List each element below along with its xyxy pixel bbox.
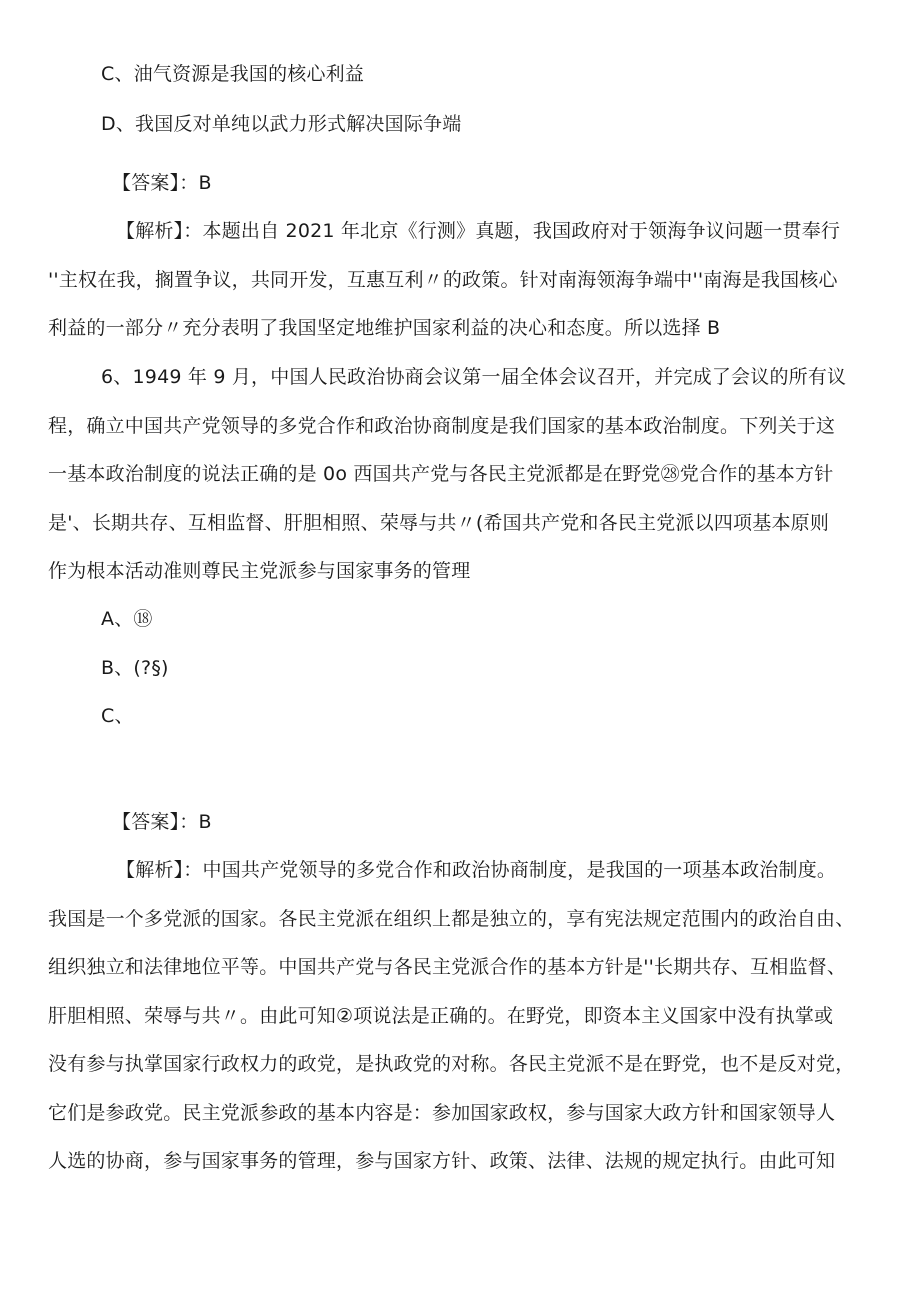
q5-answer: 【答案】：B — [112, 172, 212, 194]
q6-stem-line-2: 程，确立中国共产党领导的多党合作和政治协商制度是我们国家的基本政治制度。下列关于这 — [48, 415, 836, 437]
q6-analysis-line-6: 它们是参政党。民主党派参政的基本内容是：参加国家政权，参与国家大政方针和国家领导人 — [48, 1102, 836, 1124]
q6-option-a: A、⑱ — [101, 608, 153, 630]
q6-option-c: C、 — [101, 705, 134, 727]
q6-analysis-line-3: 组织独立和法律地位平等。中国共产党与各民主党派合作的基本方针是''长期共存、互相监督、 — [48, 956, 847, 978]
q6-stem-line-3: 一基本政治制度的说法正确的是 0o 西国共产党与各民主党派都是在野党㉘党合作的基本方针 — [48, 463, 834, 485]
q6-option-b: B、(?§) — [101, 657, 169, 679]
q6-answer: 【答案】：B — [112, 811, 212, 833]
q5-analysis-line-1: 【解析】：本题出自 2021 年北京《行测》真题，我国政府对于领海争议问题一贯奉行 — [116, 220, 841, 242]
q5-option-c: C、油气资源是我国的核心利益 — [101, 63, 365, 85]
q6-analysis-line-1: 【解析】：中国共产党领导的多党合作和政治协商制度，是我国的一项基本政治制度。 — [116, 859, 837, 881]
q5-analysis-line-2: ''主权在我，搁置争议，共同开发，互惠互利〃的政策。针对南海领海争端中''南海是我国核心 — [48, 269, 838, 291]
q6-stem-line-4: 是'、长期共存、互相监督、肝胆相照、荣辱与共〃(希国共产党和各民主党派以四项基本原则 — [48, 512, 830, 534]
q6-stem-line-1: 6、1949 年 9 月，中国人民政治协商会议第一届全体会议召开，并完成了会议的所有议 — [101, 366, 847, 388]
q6-analysis-line-7: 人选的协商，参与国家事务的管理，参与国家方针、政策、法律、法规的规定执行。由此可知 — [48, 1150, 836, 1172]
q6-analysis-line-5: 没有参与执掌国家行政权力的政党，是执政党的对称。各民主党派不是在野党，也不是反对党， — [48, 1053, 855, 1075]
q6-analysis-line-2: 我国是一个多党派的国家。各民主党派在组织上都是独立的，享有宪法规定范围内的政治自由、 — [48, 908, 855, 930]
q6-stem-line-5: 作为根本活动准则尊民主党派参与国家事务的管理 — [48, 560, 471, 582]
q5-option-d: D、我国反对单纯以武力形式解决国际争端 — [101, 113, 462, 135]
q6-analysis-line-4: 肝胆相照、荣辱与共〃。由此可知②项说法是正确的。在野党，即资本主义国家中没有执掌或 — [48, 1005, 834, 1027]
q5-analysis-line-3: 利益的一部分〃充分表明了我国坚定地维护国家利益的决心和态度。所以选择 B — [48, 317, 721, 339]
